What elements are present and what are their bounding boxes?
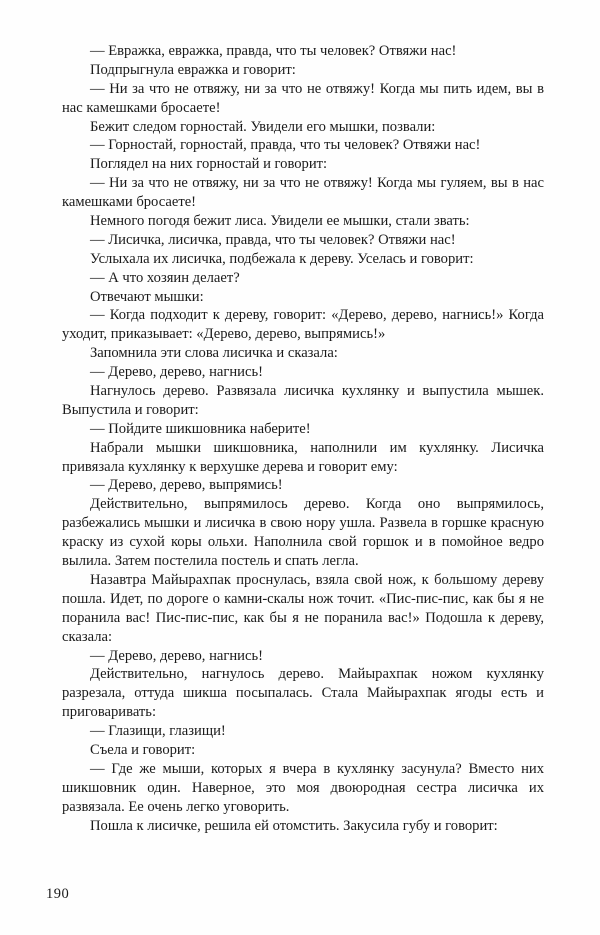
paragraph: Подпрыгнула евражка и говорит: (90, 61, 296, 78)
page-textblock (62, 42, 544, 835)
paragraph: — Когда подходит к дереву, говорит: «Дерево, дерево, нагнись!» Когда уходит, приказывает: «Дерево, дерево, выпрямись!» (62, 307, 544, 343)
paragraph: Действительно, нагнулось дерево. Майырахпак ножом кухлянку разрезала, оттуда шикша посыпалась. Стала Майырахпак ягоды есть и приговаривать: (62, 666, 544, 721)
paragraph: — Дерево, дерево, нагнись! (90, 647, 263, 664)
paragraph: Съела и говорит: (90, 741, 196, 758)
paragraph: Набрали мышки шикшовника, наполнили им кухлянку. Лисичка привязала кухлянку к верхушке дерева и говорит ему: (62, 439, 544, 475)
paragraph: — А что хозяин делает? (90, 269, 240, 286)
paragraph: Отвечают мышки: (90, 288, 204, 305)
paragraph: Поглядел на них горностай и говорит: (90, 156, 328, 173)
page-number: 190 (46, 886, 70, 902)
paragraph: — Дерево, дерево, выпрямись! (90, 477, 283, 494)
paragraph: — Где же мыши, которых я вчера в кухлянку засунула? Вместо них шикшовник один. Наверное, это моя двоюродная сестра лисичка их развязала. Ее очень легко уговорить. (62, 760, 544, 815)
paragraph: Действительно, выпрямилось дерево. Когда оно выпрямилось, разбежались мышки и лисичка в свою нору ушла. Развела в горшке красную краску из сухой коры ольхи. Наполнила свой горшок и в помойное ведро вылила. Затем постелила постель и спать легла. (62, 496, 544, 570)
paragraph: Нагнулось дерево. Развязала лисичка кухлянку и выпустила мышек. Выпустила и говорит: (62, 383, 544, 418)
paragraph: Бежит следом горностай. Увидели его мышки, позвали: (90, 118, 436, 135)
paragraph: Запомнила эти слова лисичка и сказала: (90, 345, 338, 362)
paragraph: — Ни за что не отвяжу, ни за что не отвяжу! Когда мы гуляем, вы в нас камешками бросаете! (62, 175, 544, 211)
paragraph: — Лисичка, лисичка, правда, что ты человек? Отвяжи нас! (90, 231, 456, 248)
paragraph: — Ни за что не отвяжу, ни за что не отвяжу! Когда мы пить идем, вы в нас камешками бросаете! (62, 80, 544, 116)
paragraph: Назавтра Майырахпак проснулась, взяла свой нож, к большому дереву пошла. Идет, по дороге о камни-скалы нож точит. «Пис-пис-пис, как бы я не поранила вас! Пис-пис-пис, как бы я не поранила вас!» Подошла к дереву, сказала: (62, 571, 544, 645)
paragraph: — Глазищи, глазищи! (90, 723, 226, 740)
paragraph: Услыхала их лисичка, подбежала к дереву. Уселась и говорит: (90, 250, 474, 267)
paragraph: Пошла к лисичке, решила ей отомстить. Закусила губу и говорит: (90, 817, 498, 834)
paragraph: — Горностай, горностай, правда, что ты человек? Отвяжи нас! (90, 137, 481, 154)
paragraph: — Дерево, дерево, нагнись! (90, 364, 263, 381)
paragraph: — Евражка, евражка, правда, что ты человек? Отвяжи нас! (90, 43, 457, 59)
paragraph: Немного погодя бежит лиса. Увидели ее мышки, стали звать: (90, 213, 470, 230)
paragraph: — Пойдите шикшовника наберите! (90, 420, 311, 437)
